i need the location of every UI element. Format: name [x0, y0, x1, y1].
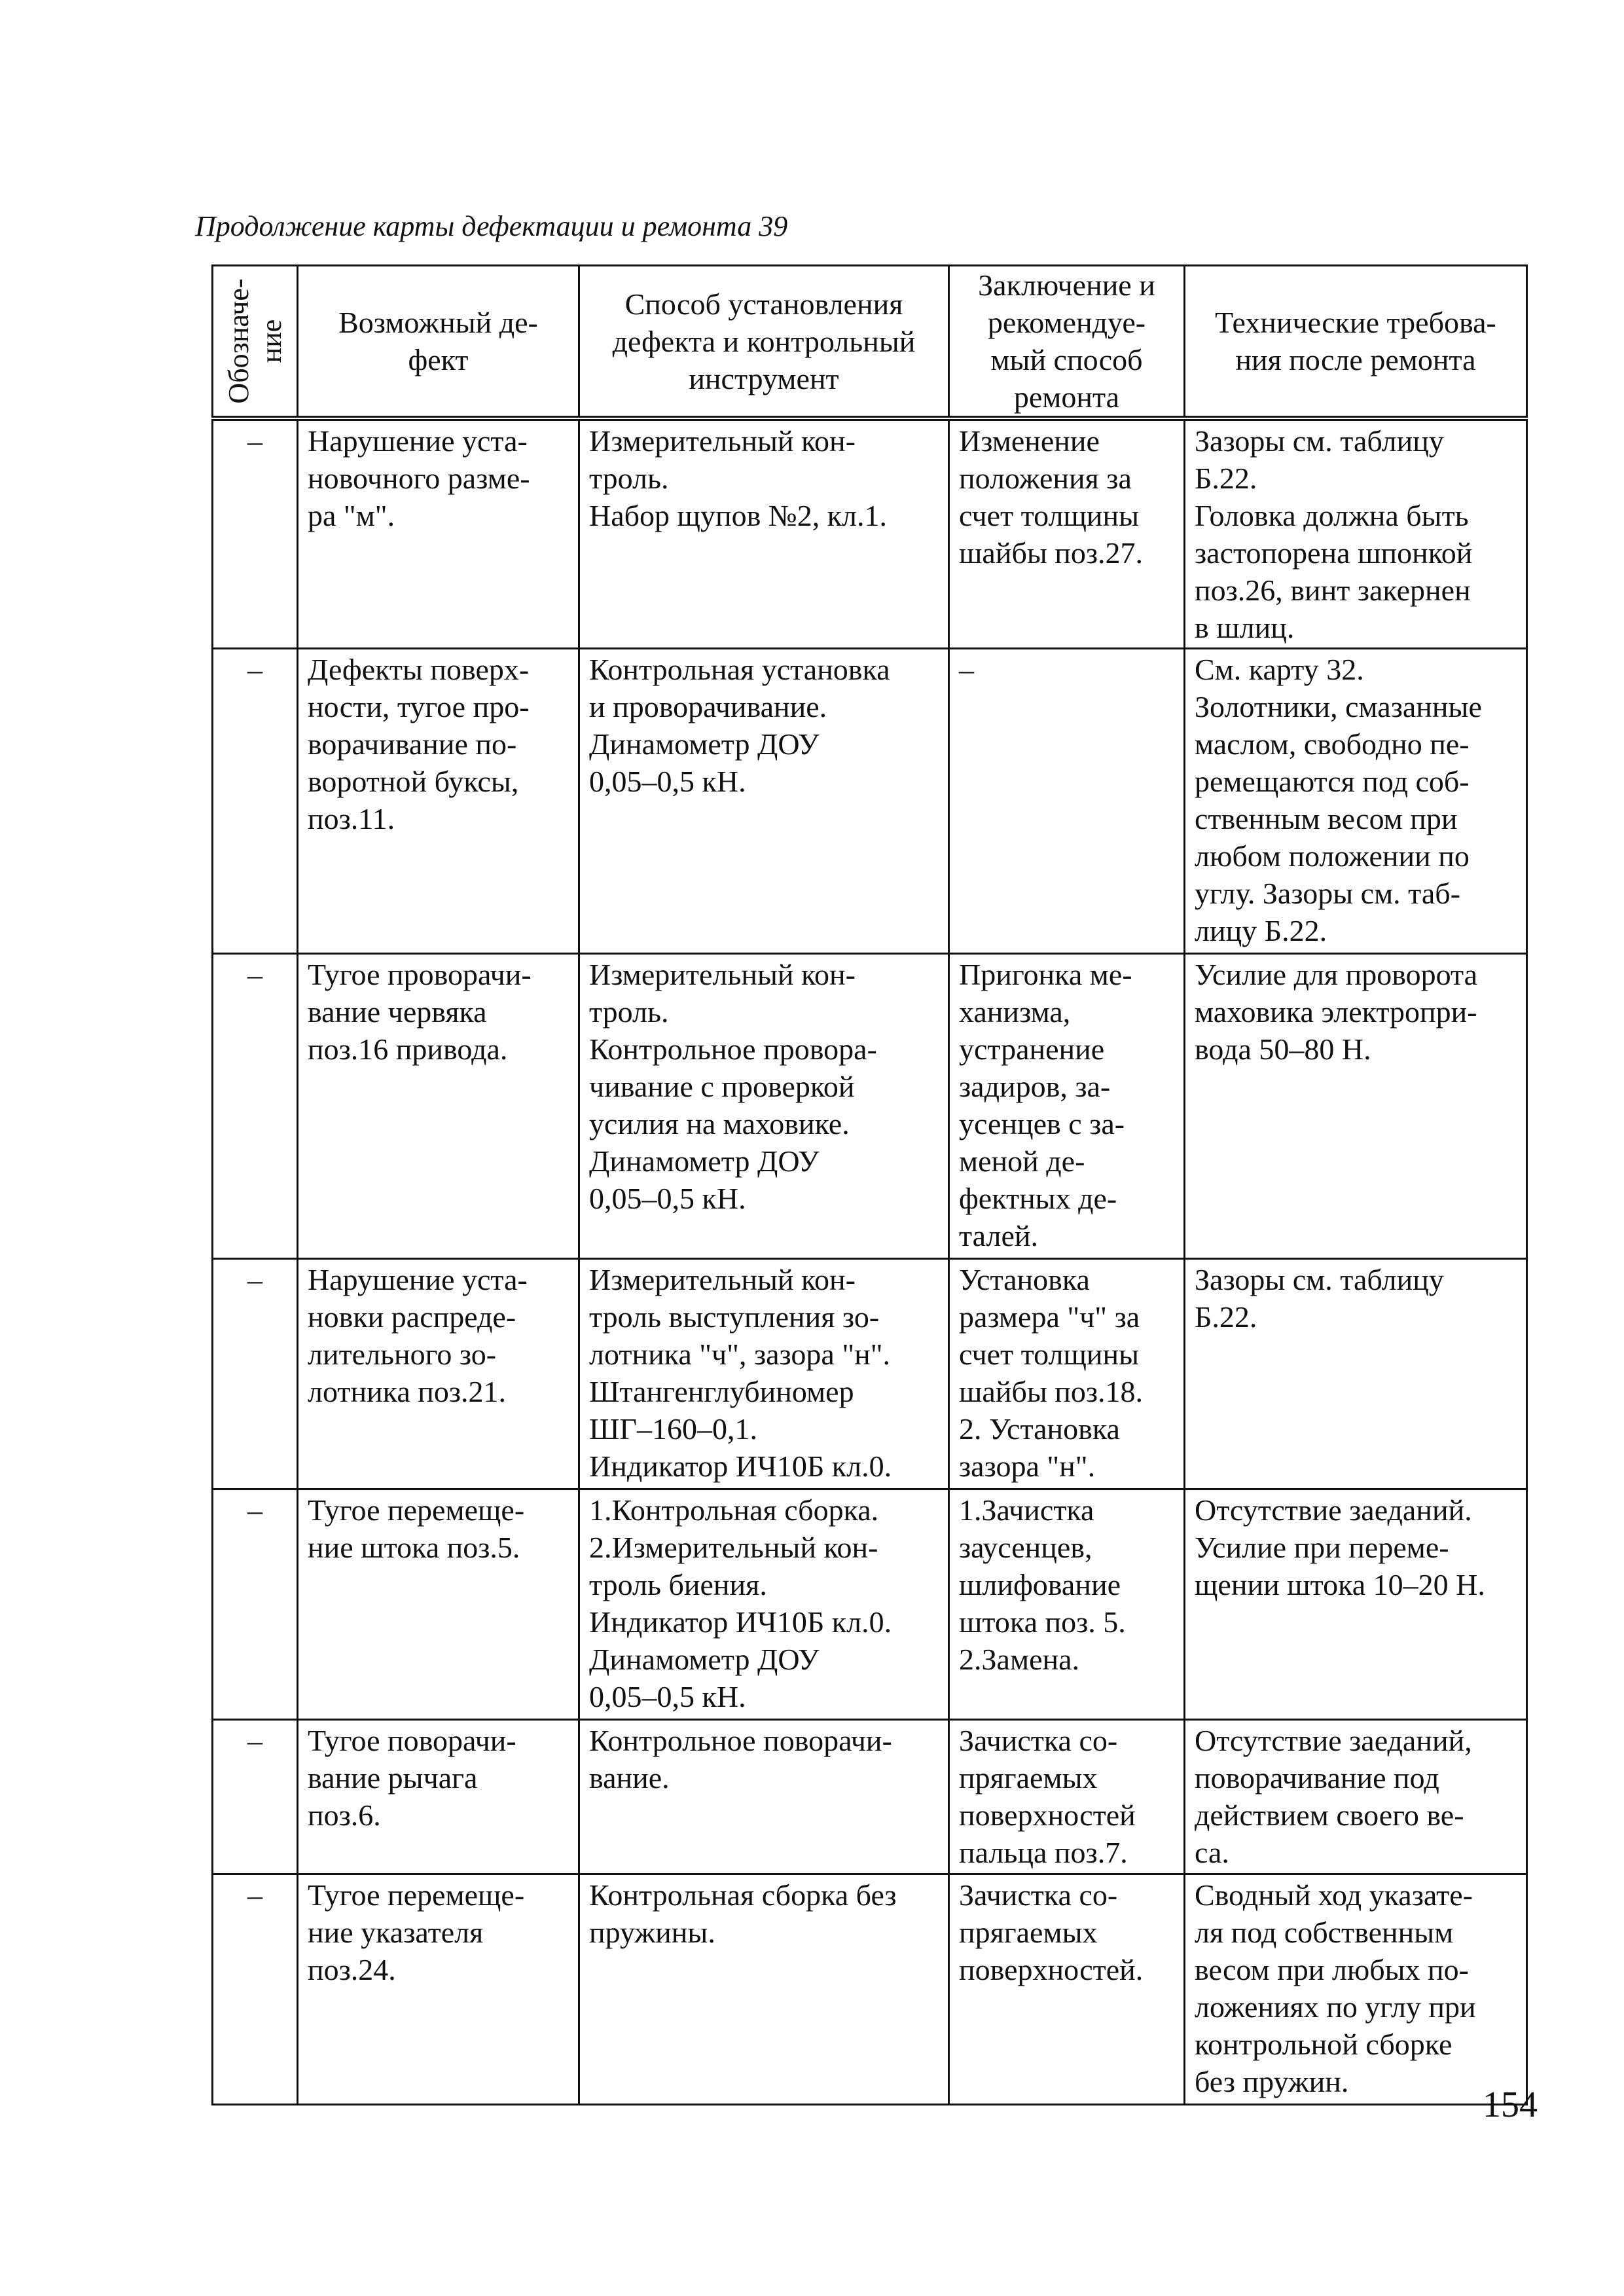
cell-requirements — [1185, 1258, 1527, 1489]
header-conclusion — [949, 266, 1185, 419]
cell-requirements-text: Усилие для проворота маховика электропри- вода 50–80 Н. — [1195, 957, 1478, 1066]
cell-designation: – — [213, 1719, 298, 1874]
cell-defect-text: Тугое перемеще- ние штока поз.5. — [308, 1493, 525, 1564]
cell-method — [579, 953, 949, 1258]
cell-method-text: Контрольная установка и проворачивание. Динамометр ДОУ 0,05–0,5 кН. — [589, 652, 890, 798]
cell-requirements-text: Отсутствие заеданий, поворачивание под действием своего ве- са. — [1195, 1723, 1472, 1869]
cell-conclusion-text: Зачистка со- прягаемых поверхностей. — [959, 1878, 1144, 1986]
cell-method-text: Измерительный кон- троль. Контрольное провора- чивание с проверкой усилия на маховике. Динамометр ДОУ 0,05–0,5 кН. — [589, 957, 877, 1215]
cell-conclusion-text: Изменение положения за счет толщины шайбы поз.27. — [959, 424, 1144, 570]
cell-conclusion-text: Установка размера "ч" за счет толщины шайбы поз.18. 2. Установка зазора "н". — [959, 1262, 1144, 1483]
cell-method — [579, 1258, 949, 1489]
header-method-label: Способ установления дефекта и контрольный инструмент — [612, 287, 916, 395]
cell-requirements — [1185, 1719, 1527, 1874]
table-row — [213, 1258, 1527, 1489]
header-designation — [213, 266, 298, 419]
header-conclusion-label: Заключение и рекомендуе- мый способ ремонта — [978, 268, 1155, 414]
table-row — [213, 953, 1527, 1258]
cell-defect — [298, 648, 579, 953]
cell-defect-text: Нарушение уста- новочного разме- ра "м". — [308, 424, 530, 532]
cell-requirements-text: Отсутствие заеданий. Усилие при переме- щении штока 10–20 Н. — [1195, 1493, 1485, 1601]
cell-requirements-text: Зазоры см. таблицу Б.22. — [1195, 1262, 1444, 1334]
table-row — [213, 648, 1527, 953]
cell-method-text: Измерительный кон- троль. Набор щупов №2, кл.1. — [589, 424, 887, 532]
cell-method-text: Измерительный кон- троль выступления зо- лотника "ч", зазора "н". Штангенглубиномер ШГ–160–0,1. Индикатор ИЧ10Б кл.0. — [589, 1262, 892, 1483]
cell-defect-text: Нарушение уста- новки распреде- лительного зо- лотника поз.21. — [308, 1262, 528, 1408]
cell-method — [579, 1719, 949, 1874]
cell-requirements — [1185, 953, 1527, 1258]
cell-requirements-text: Сводный ход указате- ля под собственным весом при любых по- ложениях по углу при контрольной сборке без пружин. — [1195, 1878, 1476, 2098]
header-designation-wrap — [220, 266, 290, 416]
cell-method-text: 1.Контрольная сборка. 2.Измерительный кон- троль биения. Индикатор ИЧ10Б кл.0. Динамометр ДОУ 0,05–0,5 кН. — [589, 1493, 892, 1713]
header-designation-label: Обозначе- ние — [222, 278, 287, 404]
cell-designation: – — [213, 953, 298, 1258]
cell-defect — [298, 1489, 579, 1719]
cell-defect — [298, 418, 579, 648]
cell-requirements-text: Зазоры см. таблицу Б.22. Головка должна быть застопорена шпонкой поз.26, винт закернен в шлиц. — [1195, 424, 1473, 644]
table-header-row — [213, 266, 1527, 419]
header-method — [579, 266, 949, 419]
cell-conclusion — [949, 1489, 1185, 1719]
cell-conclusion — [949, 1258, 1185, 1489]
cell-conclusion — [949, 953, 1185, 1258]
defect-repair-table — [211, 264, 1528, 2105]
page-number: 154 — [1483, 2085, 1538, 2125]
cell-requirements — [1185, 1874, 1527, 2104]
table-row — [213, 1489, 1527, 1719]
cell-conclusion — [949, 1874, 1185, 2104]
table-caption: Продолжение карты дефектации и ремонта 39 — [195, 210, 788, 242]
cell-method — [579, 1874, 949, 2104]
header-defect-label: Возможный де- фект — [338, 306, 538, 376]
cell-defect — [298, 953, 579, 1258]
header-requirements — [1185, 266, 1527, 419]
cell-defect-text: Дефекты поверх- ности, тугое про- ворачивание по- воротной буксы, поз.11. — [308, 652, 530, 835]
cell-method — [579, 418, 949, 648]
cell-defect — [298, 1874, 579, 2104]
cell-defect-text: Тугое поворачи- вание рычага поз.6. — [308, 1723, 516, 1832]
table-row — [213, 1874, 1527, 2104]
cell-designation: – — [213, 1258, 298, 1489]
cell-conclusion-text: Зачистка со- прягаемых поверхностей пальца поз.7. — [959, 1723, 1136, 1869]
table-row — [213, 418, 1527, 648]
header-requirements-label: Технические требова- ния после ремонта — [1215, 306, 1496, 376]
cell-conclusion — [949, 648, 1185, 953]
cell-designation: – — [213, 648, 298, 953]
cell-conclusion-text: Пригонка ме- ханизма, устранение задиров, за- усенцев с за- меной де- фектных де- талей. — [959, 957, 1132, 1252]
cell-method-text: Контрольная сборка без пружины. — [589, 1878, 897, 1949]
cell-method — [579, 648, 949, 953]
cell-method — [579, 1489, 949, 1719]
cell-designation: – — [213, 418, 298, 648]
cell-designation: – — [213, 1874, 298, 2104]
cell-requirements — [1185, 1489, 1527, 1719]
table-row — [213, 1719, 1527, 1874]
cell-requirements — [1185, 418, 1527, 648]
cell-conclusion — [949, 1719, 1185, 1874]
cell-requirements-text: См. карту 32. Золотники, смазанные маслом, свободно пе- ремещаются под соб- ственным весом при любом положении по углу. Зазоры см. таб- лицу Б.22. — [1195, 652, 1482, 947]
cell-designation: – — [213, 1489, 298, 1719]
cell-requirements — [1185, 648, 1527, 953]
cell-conclusion — [949, 418, 1185, 648]
cell-method-text: Контрольное поворачи- вание. — [589, 1723, 892, 1795]
cell-defect — [298, 1719, 579, 1874]
cell-conclusion-text: 1.Зачистка заусенцев, шлифование штока поз. 5. 2.Замена. — [959, 1493, 1126, 1676]
header-defect — [298, 266, 579, 419]
cell-conclusion-text: – — [959, 652, 974, 686]
cell-defect-text: Тугое проворачи- вание червяка поз.16 привода. — [308, 957, 532, 1066]
cell-defect — [298, 1258, 579, 1489]
cell-defect-text: Тугое перемеще- ние указателя поз.24. — [308, 1878, 525, 1986]
